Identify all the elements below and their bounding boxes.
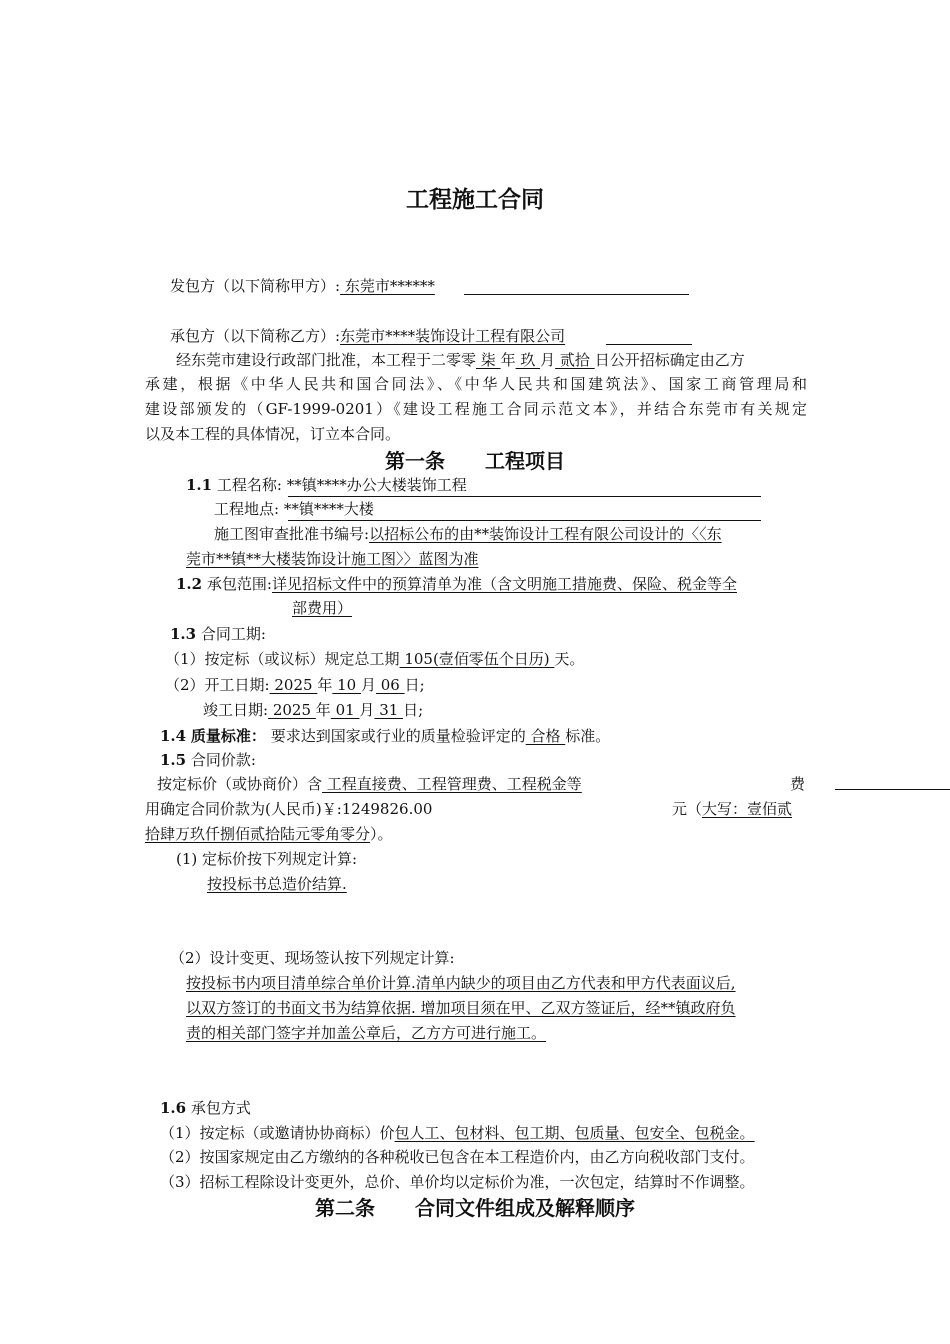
- duration-item-1: [165, 649, 584, 669]
- party-b-value: 东莞市****装饰设计工程有限公司: [340, 327, 566, 345]
- intro-line-3: 建设部颁发的（GF-1999-0201）《建设工程施工合同示范文本》，并结合东莞市有关规定: [145, 400, 807, 418]
- party-a-line: [170, 276, 435, 296]
- price-line-1-end: 费: [790, 775, 806, 793]
- item-text: （2）开工日期:: [165, 676, 270, 694]
- item-text: 竣工日期:: [203, 701, 269, 719]
- contract-mode-item-2: （2）按国家规定由乙方缴纳的各种税收已包含在本工程造价内，由乙方向税收部门支付。: [160, 1148, 755, 1166]
- start-day: 06: [375, 676, 405, 694]
- price-line-2: 用确定合同价款为(人民币)￥:1249826.00: [145, 800, 433, 818]
- start-year: 2025: [269, 676, 318, 694]
- party-b-underline: [606, 344, 692, 345]
- intro-year: 柒: [476, 351, 501, 369]
- unit: 月: [359, 701, 375, 719]
- item-text: 天。: [554, 650, 585, 668]
- unit: 日;: [404, 676, 425, 694]
- party-a-underline: [464, 294, 689, 295]
- intro-line-4: 以及本工程的具体情况，订立本合同。: [145, 425, 401, 443]
- unit: 年: [315, 701, 331, 719]
- field-label: 质量标准：: [190, 727, 266, 745]
- end-year: 2025: [268, 701, 316, 719]
- field-label: 承包范围:: [206, 575, 272, 593]
- intro-line-1: [176, 350, 745, 370]
- section-number: 1.3: [170, 625, 197, 643]
- item-text: 按定标价（或协商价）含: [157, 775, 323, 793]
- scope-value-line-2: 部费用）: [292, 599, 353, 617]
- price-includes-value: 工程直接费、工程管理费、工程税金等: [322, 775, 582, 793]
- field-label: 承包方式: [190, 1099, 251, 1117]
- item-text: （1）按定标（或议标）规定总工期: [165, 650, 400, 668]
- permit-value: 以招标公布的由**装饰设计工程有限公司设计的〈〈东: [369, 525, 722, 543]
- intro-text: 年: [500, 351, 516, 369]
- price-in-words: 拾肆万玖仟捌佰贰拾陆元零角零分: [145, 825, 371, 843]
- field-label: 合同工期:: [200, 625, 266, 643]
- project-site-value: **镇****大楼: [279, 500, 374, 518]
- price-rule-2-line-3: 责的相关部门签字并加盖公章后，乙方方可进行施工。: [186, 1024, 547, 1042]
- end-date-line: [203, 700, 423, 720]
- unit: 日;: [403, 701, 424, 719]
- item-text: ）。: [370, 825, 393, 843]
- section-1-2: [176, 574, 737, 594]
- price-rule-1-label: (1) 定标价按下列规定计算:: [176, 850, 358, 868]
- section-number: 1.1: [186, 476, 213, 494]
- intro-text: 经东莞市建设行政部门批准，本工程于二零零: [176, 351, 477, 369]
- item-text: 标准。: [565, 727, 611, 745]
- end-day: 31: [374, 701, 404, 719]
- price-overflow-underline: [835, 789, 950, 790]
- party-a-label: 发包方（以下简称甲方）:: [170, 277, 341, 295]
- unit: 年: [317, 676, 333, 694]
- section-number: 1.2: [176, 575, 203, 593]
- section-1-4: [160, 726, 610, 746]
- intro-text: 月: [540, 351, 556, 369]
- start-date-line: [165, 675, 425, 695]
- price-line-1: [157, 774, 582, 794]
- price-in-words: 大写：壹佰贰: [702, 800, 793, 818]
- price-line-2-end: [672, 799, 792, 819]
- total-days-value: 105(壹佰零伍个日历): [399, 650, 555, 668]
- end-month: 01: [330, 701, 360, 719]
- section-number: 1.4: [160, 727, 187, 745]
- field-label: 工程地点:: [214, 500, 280, 518]
- item-text: （1）按定标（或邀请协协商标）价: [160, 1124, 395, 1142]
- document-title: 工程施工合同: [406, 187, 544, 213]
- permit-value-line-2: 莞市**镇**大楼装饰设计施工图〉〉蓝图为准: [186, 550, 479, 568]
- section-1-6: [160, 1098, 251, 1118]
- project-site-underline: [288, 520, 761, 521]
- price-rule-2-label: （2）设计变更、现场签认按下列规定计算:: [170, 949, 455, 967]
- project-name-underline: [288, 496, 761, 497]
- quality-value: 合格: [525, 727, 566, 745]
- section-1-3: [170, 624, 266, 644]
- scope-value: 详见招标文件中的预算清单为准（含文明施工措施费、保险、税金等全: [271, 575, 737, 593]
- article-2-heading: 第二条 合同文件组成及解释顺序: [315, 1196, 635, 1220]
- contract-mode-value: 包人工、包材料、包工期、包质量、包安全、包税金。: [394, 1124, 755, 1142]
- party-b-label: 承包方（以下简称乙方）:: [170, 327, 341, 345]
- item-text: 元（: [672, 800, 703, 818]
- section-1-1-name: [186, 475, 467, 495]
- price-rule-2-line-2: 以双方签订的书面文书为结算依据. 增加项目须在甲、乙双方签证后，经**镇政府负: [186, 999, 736, 1017]
- price-rule-1-value: 按投标书总造价结算.: [207, 875, 347, 893]
- price-rule-2-line-1: 按投标书内项目清单综合单价计算.清单内缺少的项目由乙方代表和甲方代表面议后,: [186, 974, 736, 992]
- project-name-value: **镇****办公大楼装饰工程: [281, 476, 467, 494]
- party-b-line: [170, 326, 565, 346]
- party-a-value: 东莞市******: [340, 277, 435, 295]
- start-month: 10: [332, 676, 361, 694]
- intro-text: 日公开招标确定由乙方: [594, 351, 745, 369]
- intro-month: 玖: [515, 351, 541, 369]
- section-number: 1.5: [160, 751, 187, 769]
- intro-day: 贰拾: [555, 351, 595, 369]
- contract-mode-item-3: （3）招标工程除设计变更外，总价、单价均以定标价为准，一次包定，结算时不作调整。: [160, 1173, 755, 1191]
- unit: 月: [360, 676, 376, 694]
- article-1-heading: 第一条 工程项目: [385, 449, 565, 473]
- contract-mode-item-1: [160, 1123, 755, 1143]
- field-label: 合同价款:: [190, 751, 256, 769]
- item-text: 要求达到国家或行业的质量检验评定的: [270, 727, 526, 745]
- section-1-1-permit: [214, 524, 722, 544]
- section-1-1-site: [214, 499, 374, 519]
- field-label: 工程名称:: [216, 476, 282, 494]
- section-1-5: [160, 750, 256, 770]
- section-number: 1.6: [160, 1099, 187, 1117]
- price-line-3: [145, 824, 393, 844]
- intro-line-2: 承建，根据《中华人民共和国合同法》、《中华人民共和国建筑法》、国家工商管理局和: [145, 375, 807, 393]
- field-label: 施工图审查批准书编号:: [214, 525, 370, 543]
